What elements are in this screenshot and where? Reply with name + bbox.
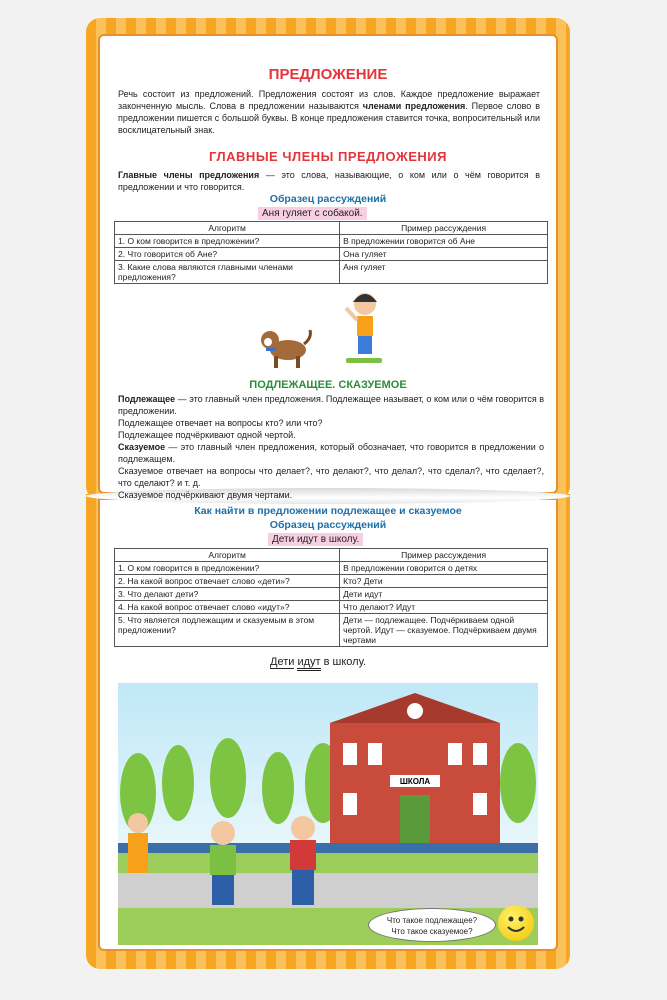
table-row bbox=[115, 261, 548, 284]
subject-word: Дети bbox=[270, 656, 295, 668]
school-sign: ШКОЛА bbox=[399, 777, 431, 786]
cell: 3. Какие слова являются главными членами предложения? bbox=[115, 261, 340, 284]
table-header bbox=[115, 549, 548, 562]
subject-bold: Подлежащее bbox=[118, 394, 176, 404]
col-example: Пример рассуждения bbox=[340, 222, 548, 235]
def-text: — это слова, называющие, о ком или о чём говорится в предложении и что говорится. bbox=[118, 170, 541, 192]
section3-sample-title: Образец рассуждений bbox=[269, 519, 387, 531]
bubble-line-1: Что такое подлежащее? bbox=[386, 916, 478, 925]
predicate-questions: Сказуемое отвечает на вопросы что делает?, что делают?, что делал?, что сделал?, что сделает?, что сделают? и т. д. bbox=[118, 466, 544, 488]
section3-title: Как найти в предложении подлежащее и сказуемое bbox=[194, 505, 462, 517]
girl-illustration bbox=[340, 290, 390, 370]
cell: Дети — подлежащее. Подчёркиваем одной чертой. Идут — сказуемое. Подчёркиваем двумя чертами bbox=[340, 614, 548, 647]
cell: В предложении говорится о детях bbox=[340, 562, 548, 575]
predicate-bold: Сказуемое bbox=[118, 442, 166, 452]
predicate-word: идут bbox=[297, 656, 320, 671]
table-row bbox=[115, 235, 548, 248]
cell: 2. Что говорится об Ане? bbox=[115, 248, 340, 261]
intro-text-2: . Первое слово в предложении пишется с большой буквы. В конце предложения ставится точка, вопросительный или восклицательный знак. bbox=[118, 101, 540, 135]
section1-definition bbox=[118, 169, 540, 193]
section1-sample-title: Образец рассуждений bbox=[269, 193, 387, 205]
section1-title: ГЛАВНЫЕ ЧЛЕНЫ ПРЕДЛОЖЕНИЯ bbox=[208, 149, 447, 164]
school-illustration bbox=[118, 683, 538, 945]
cell: 5. Что является подлежащим и сказуемым в этом предложении? bbox=[115, 614, 340, 647]
rest-words: в школу. bbox=[323, 656, 367, 668]
table-header bbox=[115, 222, 548, 235]
intro-paragraph bbox=[118, 88, 540, 136]
subject-underline: Подлежащее подчёркивают одной чертой. bbox=[118, 430, 296, 440]
cell: В предложении говорится об Ане bbox=[340, 235, 548, 248]
table-row bbox=[115, 614, 548, 647]
def-bold: Главные члены предложения bbox=[118, 170, 260, 180]
col-example: Пример рассуждения bbox=[340, 549, 548, 562]
page-title: ПРЕДЛОЖЕНИЕ bbox=[268, 66, 388, 83]
section1-sentence: Аня гуляет с собакой. bbox=[258, 207, 367, 220]
table-row bbox=[115, 588, 548, 601]
cell: 4. На какой вопрос отвечает слово «идут»? bbox=[115, 601, 340, 614]
bubble-line-2: Что такое сказуемое? bbox=[391, 927, 473, 936]
table-row bbox=[115, 248, 548, 261]
example-sentence bbox=[270, 656, 366, 668]
cell: 3. Что делают дети? bbox=[115, 588, 340, 601]
intro-bold: членами предложения bbox=[362, 101, 466, 111]
dog-illustration bbox=[258, 326, 314, 370]
cell: Что делают? Идут bbox=[340, 601, 548, 614]
table-row bbox=[115, 562, 548, 575]
table-row bbox=[115, 575, 548, 588]
predicate-definition bbox=[118, 441, 544, 465]
cell: Аня гуляет bbox=[340, 261, 548, 284]
section1-table bbox=[114, 221, 548, 284]
school-scene bbox=[118, 683, 538, 945]
section2-title: ПОДЛЕЖАЩЕЕ. СКАЗУЕМОЕ bbox=[249, 379, 407, 391]
cell: 1. О ком говорится в предложении? bbox=[115, 235, 340, 248]
cell: Кто? Дети bbox=[340, 575, 548, 588]
intro-text-1: Речь состоит из предложений. Предложения состоят из слов. Каждое предложение выражает законченную мысль. Слова в предложении называются bbox=[118, 89, 540, 111]
section3-table bbox=[114, 548, 548, 647]
smiley-icon bbox=[498, 905, 534, 941]
subject-questions: Подлежащее отвечает на вопросы кто? или что? bbox=[118, 418, 323, 428]
cell: Дети идут bbox=[340, 588, 548, 601]
cell: 2. На какой вопрос отвечает слово «дети»? bbox=[115, 575, 340, 588]
subject-text: — это главный член предложения. Подлежащее называет, о ком или о чём говорится в предложении. bbox=[118, 394, 544, 416]
col-algorithm: Алгоритм bbox=[115, 222, 340, 235]
cell: 1. О ком говорится в предложении? bbox=[115, 562, 340, 575]
section3-sentence: Дети идут в школу. bbox=[268, 533, 363, 546]
question-bubble bbox=[368, 908, 496, 942]
subject-definition bbox=[118, 393, 544, 417]
table-row bbox=[115, 601, 548, 614]
col-algorithm: Алгоритм bbox=[115, 549, 340, 562]
section2-text bbox=[118, 393, 544, 501]
cell: Она гуляет bbox=[340, 248, 548, 261]
predicate-underline: Сказуемое подчёркивают двумя чертами. bbox=[118, 490, 293, 500]
predicate-text: — это главный член предложения, который обозначает, что говорится в предложении о подлежащем. bbox=[118, 442, 544, 464]
